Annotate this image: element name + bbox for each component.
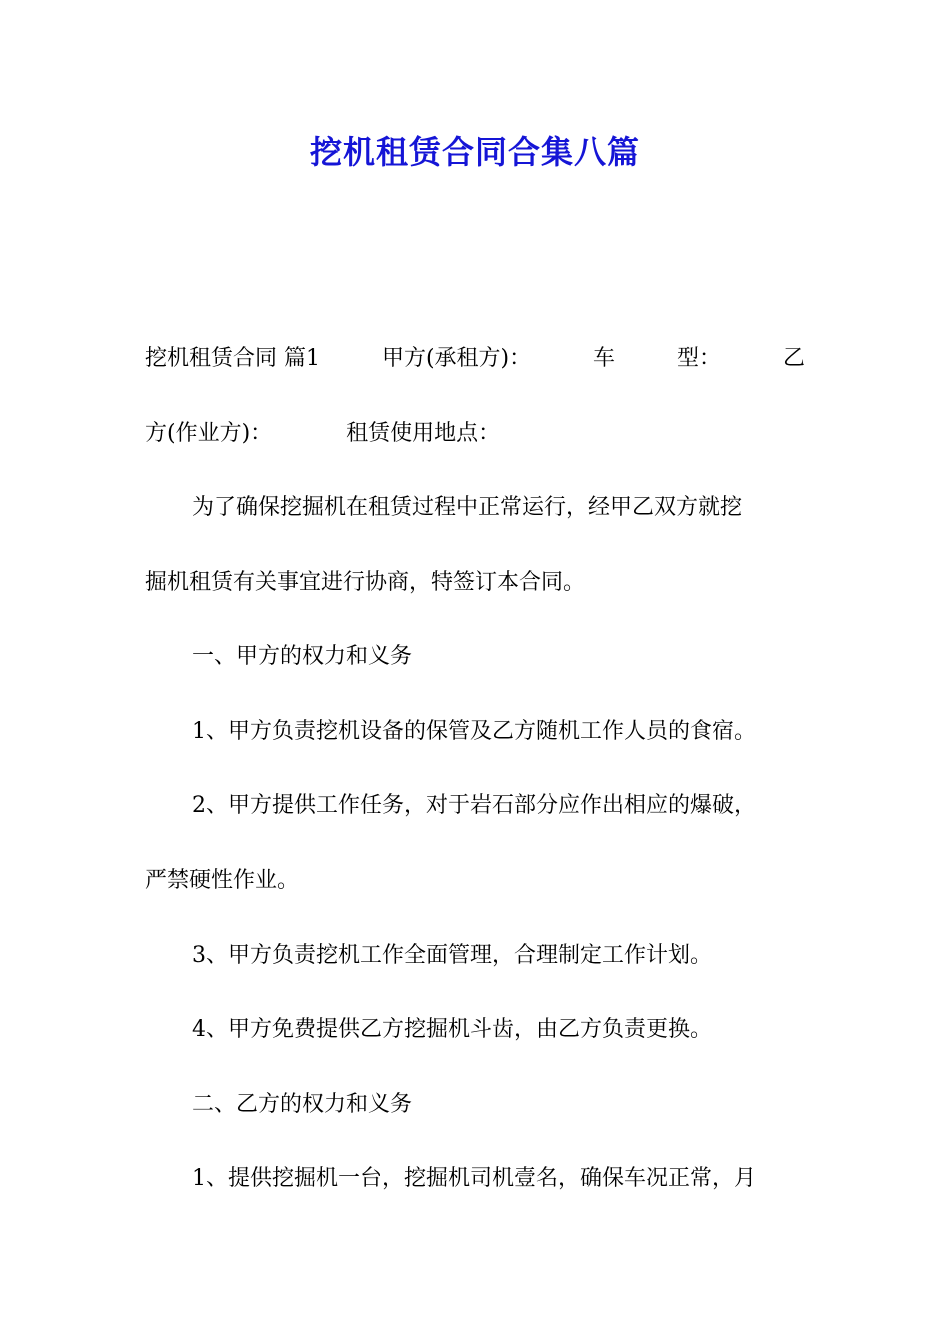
clause-1-3: 3、甲方负责挖机工作全面管理，合理制定工作计划。: [192, 943, 712, 968]
paragraph-intro-2: 掘机租赁有关事宜进行协商，特签订本合同。: [145, 570, 586, 595]
vehicle-label-1: 车: [593, 346, 616, 371]
clause-2-1: 1、提供挖掘机一台，挖掘机司机壹名，确保车况正常，月: [192, 1166, 756, 1191]
vehicle-label-2: 型：: [677, 346, 722, 371]
section-heading-1: 一、甲方的权力和义务: [192, 644, 413, 669]
clause-1-4: 4、甲方免费提供乙方挖掘机斗齿，由乙方负责更换。: [192, 1017, 712, 1042]
paragraph-intro-1: 为了确保挖掘机在租赁过程中正常运行，经甲乙双方就挖: [192, 495, 743, 520]
contract-header-row: [145, 343, 805, 375]
location-label: 租赁使用地点：: [346, 421, 501, 446]
clause-1-1: 1、甲方负责挖机设备的保管及乙方随机工作人员的食宿。: [192, 719, 756, 744]
party-b-label: 方(作业方)：: [145, 421, 273, 446]
clause-1-2: 2、甲方提供工作任务，对于岩石部分应作出相应的爆破，: [192, 793, 756, 818]
party-a-label: 甲方(承租方)：: [381, 346, 532, 371]
contract-name: 挖机租赁合同 篇1: [145, 346, 320, 371]
clause-1-2-cont: 严禁硬性作业。: [145, 868, 300, 893]
party-b-start: 乙: [782, 346, 805, 371]
section-heading-2: 二、乙方的权力和义务: [192, 1092, 413, 1117]
party-b-row: [145, 418, 805, 450]
document-title: 挖机租赁合同合集八篇: [309, 133, 640, 171]
